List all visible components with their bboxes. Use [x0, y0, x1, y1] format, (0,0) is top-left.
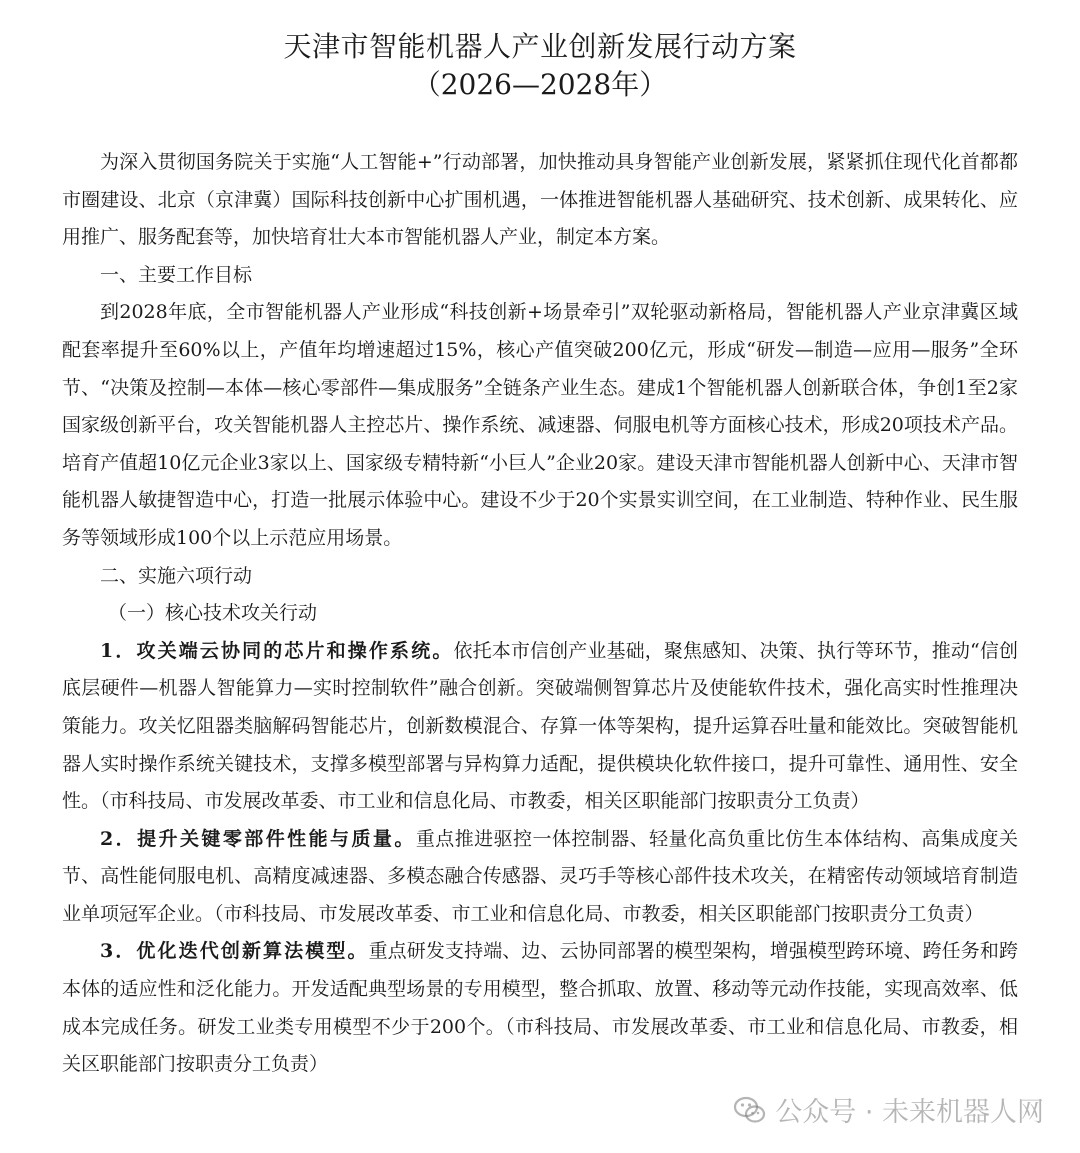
section-heading-goals: 一、主要工作目标: [100, 263, 253, 286]
wechat-icon: [733, 1093, 767, 1127]
watermark: [733, 1090, 1044, 1129]
action-item-3-lead: 3．优化迭代创新算法模型。: [100, 940, 369, 963]
action-item-1-body: 依托本市信创产业基础，聚焦感知、决策、执行等环节，推动“信创底层硬件—机器人智能算力—实时控制软件”融合创新。突破端侧智算芯片及使能软件技术，强化高实时性推理决策能力。攻关忆阻器类脑解码智能芯片，创新数模混合、存算一体等架构，提升运算吞吐量和能效比。突破智能机器人实时操作系统关键技术，支撑多模型部署与异构算力适配，提供模块化软件接口，提升可靠性、通用性、安全性。（市科技局、市发展改革委、市工业和信息化局、市教委，相关区职能部门按职责分工负责）: [62, 639, 1018, 813]
action-item-3: [62, 933, 1018, 1083]
subsection-heading-tech: （一）核心技术攻关行动: [108, 602, 318, 625]
document-subtitle: （2026—2028年）: [412, 68, 668, 101]
intro-paragraph: 为深入贯彻国务院关于实施“人工智能+”行动部署，加快推动具身智能产业创新发展，紧紧抓住现代化首都都市圈建设、北京（京津冀）国际科技创新中心扩围机遇，一体推进智能机器人基础研究、技术创新、成果转化、应用推广、服务配套等，加快培育壮大本市智能机器人产业，制定本方案。: [62, 151, 1018, 249]
document-title: 天津市智能机器人产业创新发展行动方案: [283, 30, 797, 63]
watermark-text: 公众号 · 未来机器人网: [775, 1097, 1044, 1128]
action-item-2: [62, 821, 1018, 934]
action-item-1: [62, 633, 1018, 821]
document-page: [62, 28, 1018, 1084]
action-item-2-body: 重点推进驱控一体控制器、轻量化高负重比仿生本体结构、高集成度关节、高性能伺服电机、高精度减速器、多模态融合传感器、灵巧手等核心部件技术攻关，在精密传动领域培育制造业单项冠军企业。（市科技局、市发展改革委、市工业和信息化局、市教委，相关区职能部门按职责分工负责）: [62, 827, 1018, 925]
action-item-3-body: 重点研发支持端、边、云协同部署的模型架构，增强模型跨环境、跨任务和跨本体的适应性和泛化能力。开发适配典型场景的专用模型，整合抓取、放置、移动等元动作技能，实现高效率、低成本完成任务。研发工业类专用模型不少于200个。（市科技局、市发展改革委、市工业和信息化局、市教委，相关区职能部门按职责分工负责）: [62, 940, 1018, 1076]
section-heading-actions: 二、实施六项行动: [100, 564, 253, 587]
action-item-1-lead: 1．攻关端云协同的芯片和操作系统。: [100, 639, 454, 662]
action-item-2-lead: 2．提升关键零部件性能与质量。: [100, 827, 416, 850]
goals-paragraph: 到2028年底，全市智能机器人产业形成“科技创新+场景牵引”双轮驱动新格局，智能机器人产业京津冀区域配套率提升至60%以上，产值年均增速超过15%，核心产值突破200亿元，形成“研发—制造—应用—服务”全环节、“决策及控制—本体—核心零部件—集成服务”全链条产业生态。建成1个智能机器人创新联合体，争创1至2家国家级创新平台，攻关智能机器人主控芯片、操作系统、减速器、伺服电机等方面核心技术，形成20项技术产品。培育产值超10亿元企业3家以上、国家级专精特新“小巨人”企业20家。建设天津市智能机器人创新中心、天津市智能机器人敏捷智造中心，打造一批展示体验中心。建设不少于20个实景实训空间，在工业制造、特种作业、民生服务等领域形成100个以上示范应用场景。: [62, 301, 1018, 549]
